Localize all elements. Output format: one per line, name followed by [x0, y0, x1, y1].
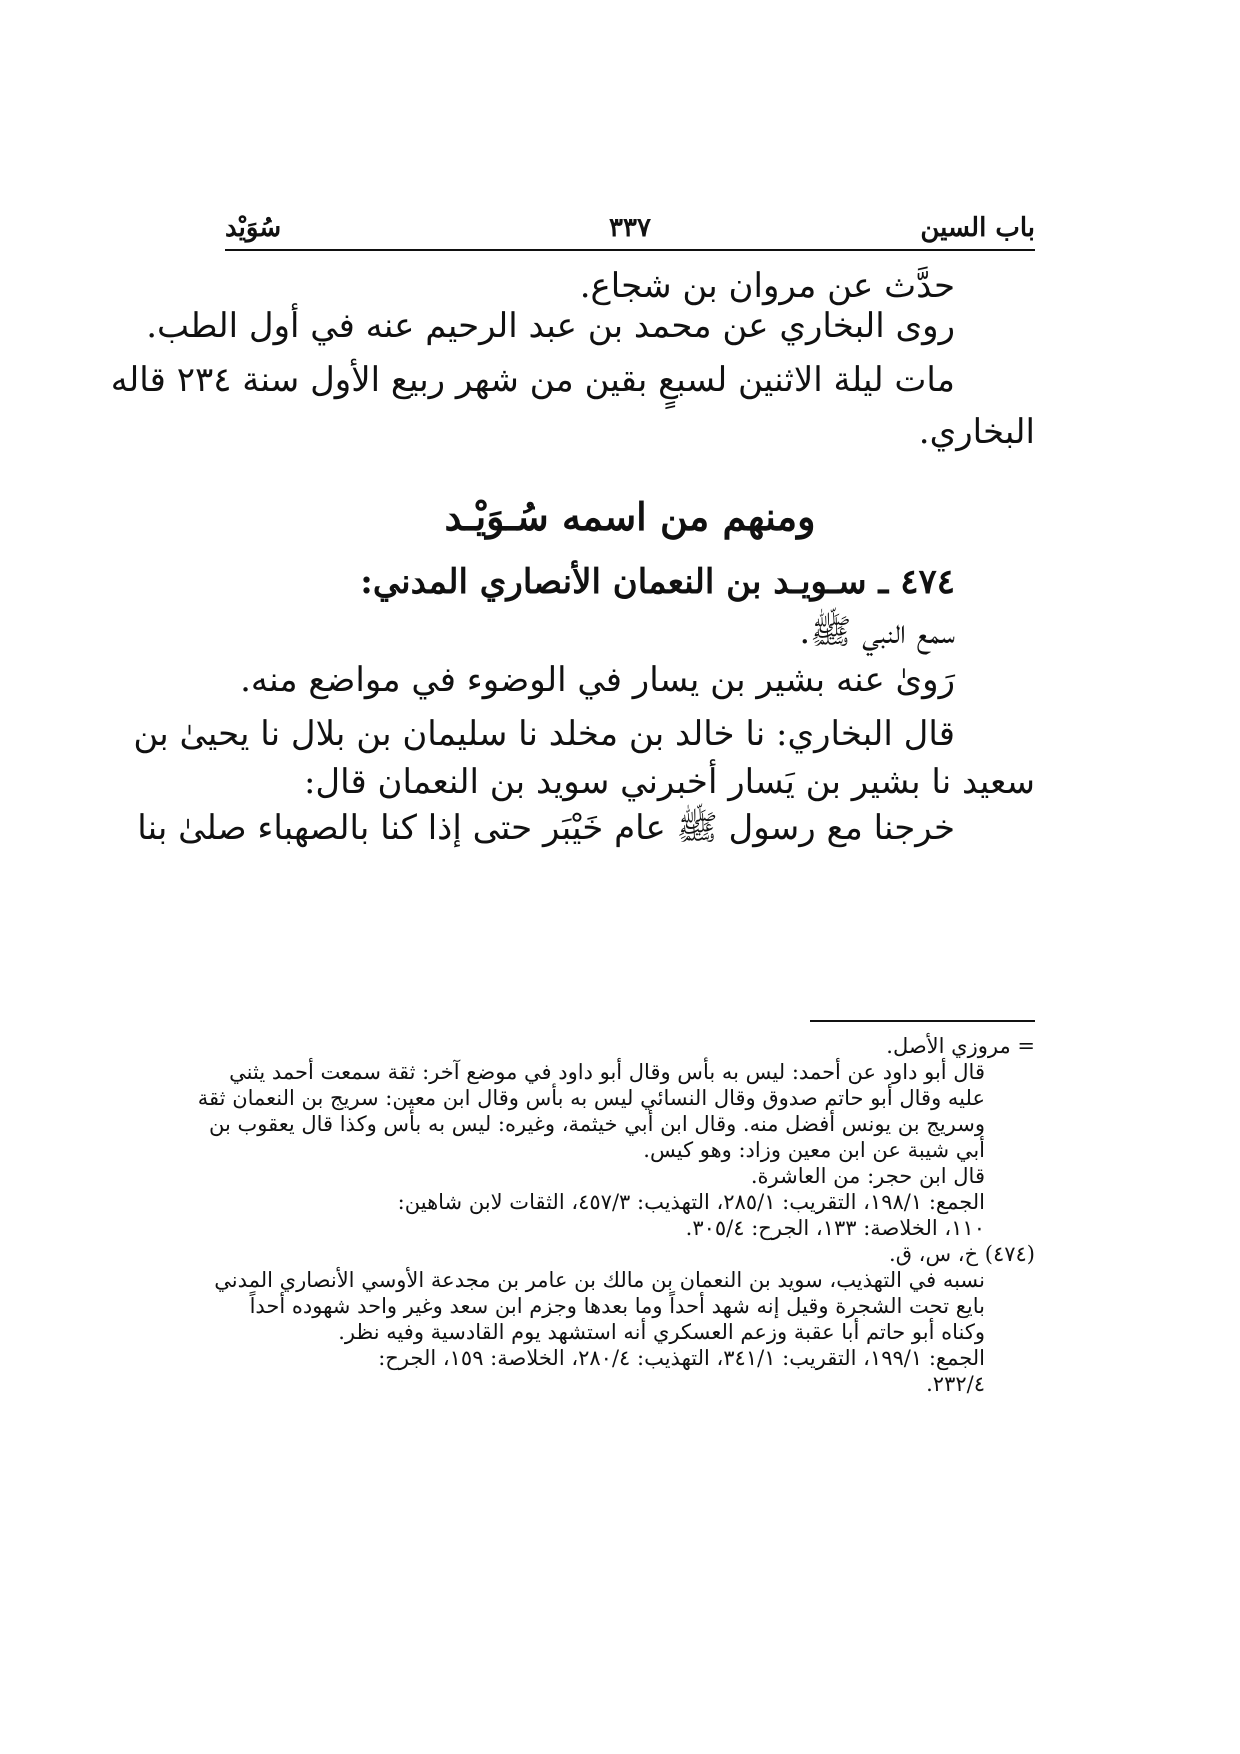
footnote-line: قال أبو داود عن أحمد: ليس به بأس وقال أبو داود في موضع آخر: ثقة سمعت أحمد يثني [229, 1060, 985, 1084]
section-heading: ومنهم من اسمه سُـوَيْـد [444, 494, 816, 539]
footnote-line: = مروزي الأصل. [886, 1034, 1035, 1058]
footnote-line: ٢٣٢/٤. [926, 1372, 985, 1396]
entry-line: قال البخاري: نا خالد بن مخلد نا سليمان بن بلال نا يحيىٰ بن [133, 714, 955, 754]
body-line: روى البخاري عن محمد بن عبد الرحيم عنه في أول الطب. [146, 306, 955, 346]
footnote-line: قال ابن حجر: من العاشرة. [750, 1164, 985, 1188]
header-page-number: ٣٣٧ [609, 213, 651, 243]
footnote-line: وسريج بن يونس أفضل منه. وقال ابن أبي خيثمة، وغيره: ليس به بأس وكذا قال يعقوب بن [208, 1112, 985, 1136]
entry-line: سعيد نا بشير بن يَسار أخبرني سويد بن النعمان قال: [303, 762, 1035, 802]
footnote-line: وكناه أبو حاتم أبا عقبة وزعم العسكري أنه استشهد يوم القادسية وفيه نظر. [338, 1320, 985, 1344]
footnote-divider [810, 1020, 1035, 1022]
body-line: مات ليلة الاثنين لسبعٍ بقين من شهر ربيع الأول سنة ٢٣٤ قاله [110, 360, 955, 400]
entry-line: خرجنا مع رسول ﷺ عام خَيْبَر حتى إذا كنا بالصهباء صلىٰ بنا [137, 808, 955, 848]
header-chapter-title: باب السين [920, 213, 1035, 243]
footnote-line: (٤٧٤) خ، س، ق. [889, 1242, 1035, 1266]
footnote-line: ١١٠، الخلاصة: ١٣٣، الجرح: ٣٠٥/٤. [685, 1216, 985, 1240]
entry-line: سمع النبي ﷺ. [799, 612, 955, 652]
footnote-line: نسبه في التهذيب، سويد بن النعمان بن مالك بن عامر بن مجدعة الأوسي الأنصاري المدني [214, 1268, 985, 1292]
footnote-line: الجمع: ١٩٨/١، التقريب: ٢٨٥/١، التهذيب: ٤٥٧/٣، الثقات لابن شاهين: [397, 1190, 985, 1214]
footnote-line: الجمع: ١٩٩/١، التقريب: ٣٤١/١، التهذيب: ٢٨٠/٤، الخلاصة: ١٥٩، الجرح: [378, 1346, 985, 1370]
entry-title: ٤٧٤ ـ سـويـد بن النعمان الأنصاري المدني: [360, 562, 955, 602]
entry-text [110, 0, 1035, 1000]
header-entry-name: سُوَيْد [225, 213, 282, 243]
footnote-line: بايع تحت الشجرة وقيل إنه شهد أحداً وما بعدها وجزم ابن سعد وغير واحد شهوده أحداً [249, 1294, 985, 1318]
footnotes [197, 1034, 1035, 1396]
entry-line: رَوىٰ عنه بشير بن يسار في الوضوء في مواضع منه. [240, 660, 955, 700]
footnote-line: أبي شيبة عن ابن معين وزاد: وهو كيس. [643, 1138, 985, 1162]
body-line: حدَّث عن مروان بن شجاع. [579, 266, 955, 306]
footnote-line: عليه وقال أبو حاتم صدوق وقال النسائي ليس به بأس وقال ابن معين: سريج بن النعمان ثقة [197, 1086, 985, 1110]
body-line: البخاري. [918, 412, 1035, 452]
